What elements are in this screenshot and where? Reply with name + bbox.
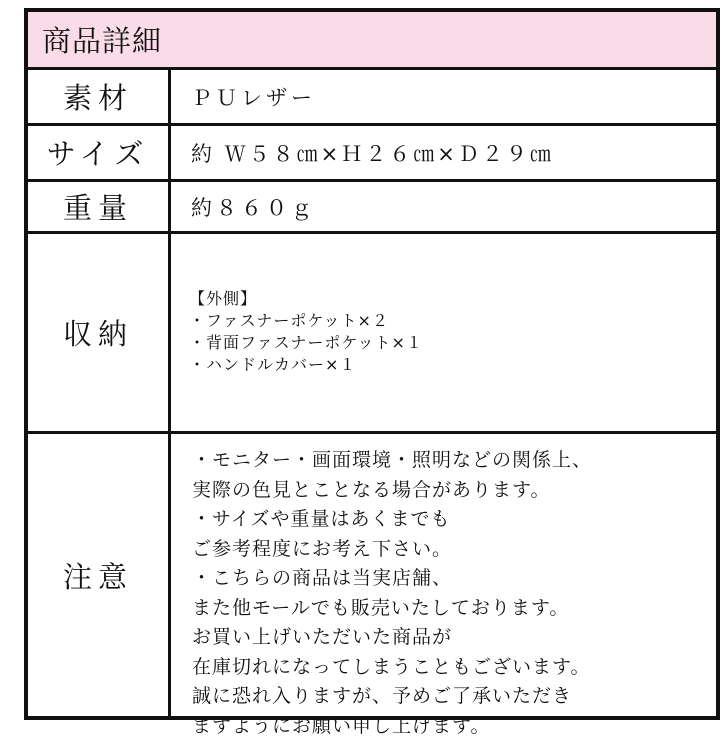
storage-line: 【外側】 [189,288,257,310]
row-size [28,126,716,182]
value-material: ＰＵレザー [191,70,710,123]
notes-line: ご参考程度にお考え下さい。 [192,535,452,565]
label-storage: 収納 [28,234,171,431]
notes-line: お買い上げいただいた商品が [192,623,452,653]
notes-line: ・モニター・画面環境・照明などの関係上、 [192,446,592,476]
row-storage [28,234,716,434]
value-size: 約 Ｗ５８㎝×Ｈ２６㎝×Ｄ２９㎝ [191,126,710,179]
notes-line: 在庫切れになってしまうこともございます。 [192,653,590,683]
label-material: 素材 [28,70,171,123]
row-weight [28,182,716,234]
notes-line: 実際の色見とことなる場合があります。 [192,476,550,506]
notes-line: ますようにお願い申し上げます。 [192,712,490,741]
label-weight: 重量 [28,182,171,231]
notes-line: ・サイズや重量はあくまでも [192,505,450,535]
notes-line: ・こちらの商品は当実店舗、 [192,564,452,594]
value-weight: 約８６０ｇ [191,182,710,231]
value-notes [192,434,710,716]
product-details-table [24,8,720,720]
storage-line: ・ファスナーポケット×２ [189,310,389,332]
table-title: 商品詳細 [42,19,162,60]
storage-line: ・背面ファスナーポケット×１ [189,332,423,354]
value-storage [189,234,710,431]
label-size: サイズ [28,126,171,179]
notes-line: 誠に恐れ入りますが、予めご了承いただき [192,682,572,712]
notes-line: また他モールでも販売いたしております。 [192,594,569,624]
label-notes: 注意 [28,434,171,716]
storage-line: ・ハンドルカバー×１ [189,354,356,376]
title-bar [28,12,716,70]
row-material [28,70,716,126]
row-notes [28,434,716,716]
